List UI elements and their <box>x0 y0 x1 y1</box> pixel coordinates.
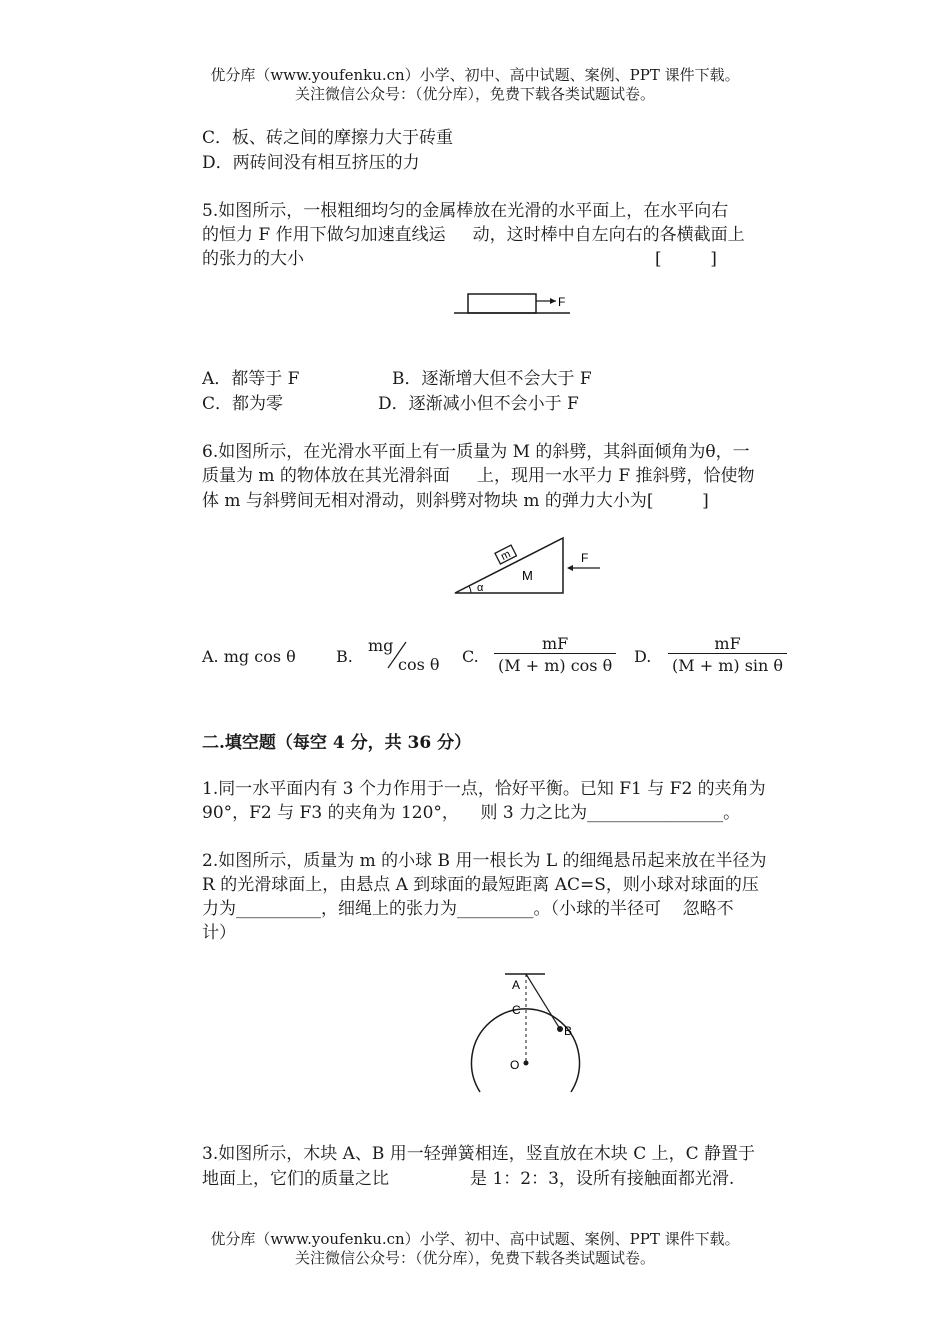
fill-q1-line-2: 90°，F2 与 F3 的夹角为 120°， 则 3 力之比为________________。 <box>202 803 741 823</box>
footer-line-2: 关注微信公众号：（优分库），免费下载各类试题试卷。 <box>294 1249 655 1267</box>
q4-option-c: C．板、砖之间的摩擦力大于砖重 <box>202 128 454 148</box>
q6-option-b-numerator: mg <box>368 636 394 655</box>
fill-q3-line-2: 地面上，它们的质量之比 是 1：2：3，设所有接触面都光滑. <box>202 1169 735 1189</box>
q6-stem-line-1: 6.如图所示，在光滑水平面上有一质量为 M 的斜劈，其斜面倾角为θ，一 <box>202 442 750 462</box>
fill-q2-line-1: 2.如图所示，质量为 m 的小球 B 用一根长为 L 的细绳悬吊起来放在半径为 <box>202 851 767 871</box>
label-A: A <box>512 978 521 992</box>
label-C: C <box>512 1003 521 1017</box>
section-2-title: 二.填空题（每空 4 分，共 36 分） <box>202 733 472 753</box>
q5-option-b: B．逐渐增大但不会大于 F <box>392 369 592 389</box>
angle-label: α <box>477 582 484 594</box>
angle-arc <box>469 586 471 593</box>
ball-B <box>557 1026 563 1032</box>
q5-stem-line-3: 的张力的大小 <box>202 249 304 269</box>
q6-stem-line-2: 质量为 m 的物体放在其光滑斜面 上，现用一水平力 F 推斜劈，恰使物 <box>202 466 755 486</box>
q6-option-d-denominator: (M + m) sin θ <box>668 653 787 675</box>
q5-option-c: C．都为零 <box>202 394 284 414</box>
center-point-O <box>524 1061 529 1066</box>
q6-stem-line-3: 体 m 与斜劈间无相对滑动，则斜劈对物块 m 的弹力大小为[ ] <box>202 491 709 511</box>
q5-option-d: D．逐渐减小但不会小于 F <box>378 394 579 414</box>
metal-rod <box>468 294 536 313</box>
q6-option-b-denominator: cos θ <box>398 655 440 674</box>
q6-option-c-label: C. <box>462 647 479 666</box>
label-B: B <box>564 1024 573 1038</box>
q6-option-d-numerator: mF <box>714 634 741 653</box>
q5-stem-line-2: 的恒力 F 作用下做匀加速直线运 动，这时棒中自左向右的各横截面上 <box>202 225 745 245</box>
q6-option-c-numerator: mF <box>541 634 569 653</box>
fill-q2-line-2: R 的光滑球面上，由悬点 A 到球面的最短距离 AC=S，则小球对球面的压 <box>202 875 759 895</box>
q4-option-d: D．两砖间没有相互挤压的力 <box>202 153 420 173</box>
fill-q2-sphere-figure <box>470 965 590 1095</box>
fill-q3-line-1: 3.如图所示，木块 A、B 用一轻弹簧相连，竖直放在木块 C 上，C 静置于 <box>202 1144 756 1164</box>
q6-option-b-label: B. <box>336 647 353 666</box>
q6-wedge-figure <box>450 535 610 605</box>
q6-option-a: A. mg cos θ <box>202 647 296 666</box>
q5-answer-bracket: [ ] <box>655 249 717 269</box>
push-force-label: F <box>581 551 589 565</box>
q6-option-d-label: D. <box>634 647 652 666</box>
fill-q2-line-3: 力为__________，细绳上的张力为_________。（小球的半径可 忽略不 <box>202 899 734 919</box>
force-arrow-head <box>550 298 556 304</box>
q6-option-d-fraction <box>668 634 787 675</box>
rope-line <box>526 974 560 1029</box>
q6-option-c-fraction <box>494 634 616 675</box>
header-line-2: 关注微信公众号：（优分库），免费下载各类试题试卷。 <box>294 85 655 103</box>
q5-option-a: A．都等于 F <box>202 369 300 389</box>
q5-rod-figure <box>450 285 580 325</box>
wedge-M-label: M <box>522 568 533 583</box>
header-line-1: 优分库（www.youfenku.cn）小学、初中、高中试题、案例、PPT 课件下载。 <box>210 66 740 84</box>
fill-q1-line-1: 1.同一水平面内有 3 个力作用于一点，恰好平衡。已知 F1 与 F2 的夹角为 <box>202 779 766 799</box>
block-m-label: m <box>499 548 513 564</box>
fill-q2-line-4: 计） <box>202 923 236 943</box>
force-label: F <box>558 295 566 309</box>
push-force-arrow-head <box>567 565 573 571</box>
q6-option-c-denominator: (M + m) cos θ <box>494 653 616 675</box>
q5-stem-line-1: 5.如图所示，一根粗细均匀的金属棒放在光滑的水平面上，在水平向右 <box>202 201 729 221</box>
sphere-outline <box>472 1009 580 1092</box>
label-O: O <box>510 1058 520 1072</box>
footer-line-1: 优分库（www.youfenku.cn）小学、初中、高中试题、案例、PPT 课件下载。 <box>210 1230 740 1248</box>
